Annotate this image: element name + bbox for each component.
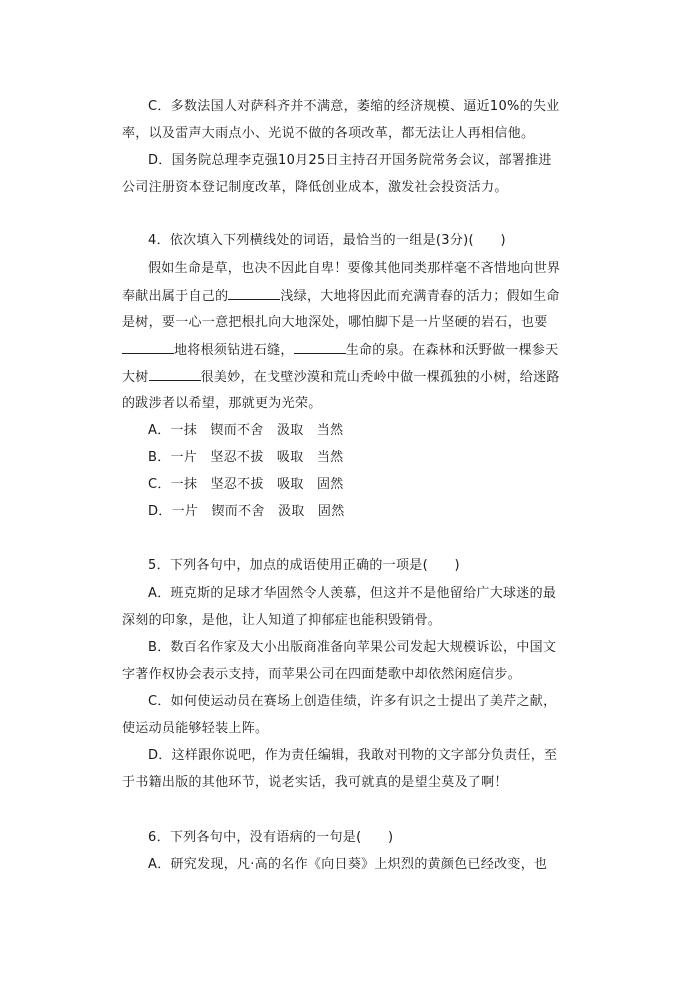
q5-option-d-line1: D．这样跟你说吧，作为责任编辑，我敢对刊物的文字部分负责任，至 (148, 748, 558, 763)
q4-option-a: A．一抹 锲而不舍 汲取 当然 (148, 423, 344, 438)
q5-option-a-line1: A．班克斯的足球才华固然令人羡慕，但这并不是他留给广大球迷的最 (148, 586, 557, 601)
q5-option-b-line1: B．数百名作家及大小出版商准备向苹果公司发起大规模诉讼，中国文 (148, 640, 557, 655)
q4-option-d: D．一片 锲而不舍 汲取 固然 (148, 504, 345, 519)
q4-passage-line2-b: 浅绿，大地将因此而充满青春的活力；假如生命 (280, 289, 560, 304)
q4-passage-line4 (122, 341, 582, 360)
q6-option-a-line1: A．研究发现，凡·高的名作《向日葵》上炽烈的黄颜色已经改变，也 (148, 857, 548, 872)
q3-option-d-line1: D．国务院总理李克强10月25日主持召开国务院常务会议，部署推进 (148, 153, 552, 168)
q5-option-c-line1: C．如何使运动员在赛场上创造佳绩，许多有识之士提出了美芹之献， (148, 694, 557, 709)
q4-passage-line5-a: 大树 (122, 370, 149, 385)
q4-passage-line5 (122, 368, 582, 387)
blank-3 (294, 341, 346, 354)
q4-passage-line4-b: 生命的泉。在森林和沃野做一棵参天 (345, 343, 559, 358)
q4-passage-line3: 是树，要一心一意把根扎向大地深处，哪怕脚下是一片坚硬的岩石，也要 (122, 315, 548, 330)
blank-2 (122, 341, 174, 354)
q5-option-b-line2: 字著作权协会表示支持，而苹果公司在四面楚歌中却依然闲庭信步。 (122, 667, 522, 682)
q4-passage-line2-a: 奉献出属于自己的 (122, 289, 229, 304)
blank-4 (149, 368, 201, 381)
q3-option-c-line1: C．多数法国人对萨科齐并不满意，萎缩的经济规模、逼近10%的失业 (148, 99, 560, 114)
q3-option-d-line2: 公司注册资本登记制度改革，降低创业成本，激发社会投资活力。 (122, 180, 508, 195)
q4-stem: 4．依次填入下列横线处的词语，最恰当的一组是(3分)( ) (148, 233, 506, 248)
q5-option-a-line2: 深刻的印象，是他，让人知道了抑郁症也能积毁销骨。 (122, 613, 442, 628)
q6-stem: 6．下列各句中，没有语病的一句是( ) (148, 830, 394, 845)
q5-stem: 5．下列各句中，加点的成语使用正确的一项是( ) (148, 558, 460, 573)
q4-option-b: B．一片 坚忍不拔 吸取 当然 (148, 450, 344, 465)
q5-option-c-line2: 使运动员能够轻装上阵。 (122, 721, 269, 736)
q5-option-d-line2: 于书籍出版的其他环节，说老实话，我可就真的是望尘莫及了啊！ (122, 775, 508, 790)
blank-1 (228, 287, 280, 300)
q4-option-c: C．一抹 坚忍不拔 吸取 固然 (148, 477, 344, 492)
q4-passage-line1: 假如生命是草，也决不因此自卑！要像其他同类那样毫不吝惜地向世界 (148, 261, 561, 276)
q4-passage-line4-a: 地将根须钻进石缝， (174, 343, 294, 358)
q4-passage-line2 (122, 287, 582, 306)
q4-passage-line5-b: 很美妙，在戈壁沙漠和荒山秃岭中做一棵孤独的小树，给迷路 (200, 370, 560, 385)
q3-option-c-line2: 率，以及雷声大雨点小、光说不做的各项改革，都无法让人再相信他。 (122, 126, 535, 141)
q4-passage-line6: 的跋涉者以希望，那就更为光荣。 (122, 396, 322, 411)
